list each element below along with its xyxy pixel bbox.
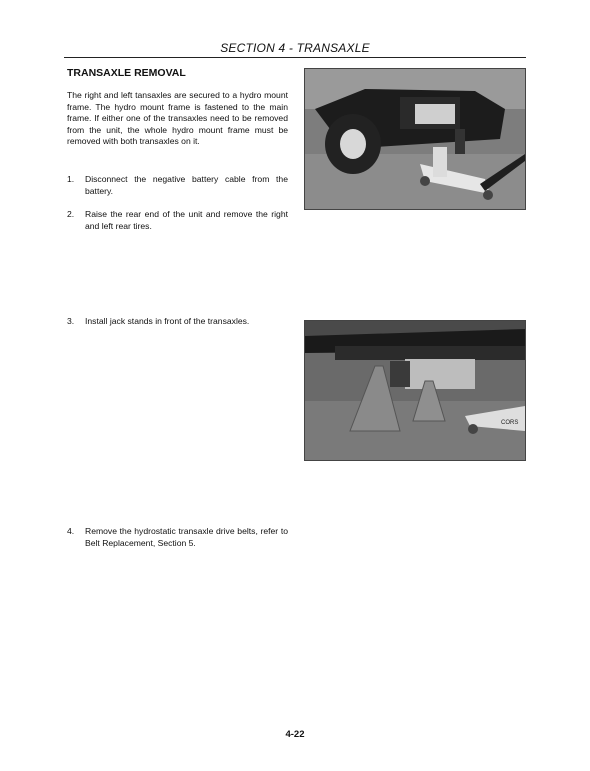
photo-mower-raised-on-jack xyxy=(304,68,526,210)
intro-paragraph: The right and left tansaxles are secured to a hydro mount frame. The hydro mount frame is fastened to the main frame. If either one of the transaxles need to be removed from the unit, the whole hydro mount frame must be removed with both transaxles on it. xyxy=(67,90,288,146)
step-1 xyxy=(67,174,288,197)
step-3 xyxy=(67,316,288,328)
step-2 xyxy=(67,209,288,232)
step-4 xyxy=(67,526,288,549)
photo-jack-stands-under-frame xyxy=(304,320,526,461)
section-header: SECTION 4 - TRANSAXLE xyxy=(220,41,370,55)
step-number: 3. xyxy=(67,316,75,326)
step-text: Install jack stands in front of the transaxles. xyxy=(85,316,250,326)
jack-label: CORS xyxy=(501,420,519,426)
page-number: 4-22 xyxy=(285,729,305,740)
header-rule xyxy=(64,57,526,58)
step-text: Raise the rear end of the unit and remove the right and left rear tires. xyxy=(85,209,288,231)
step-number: 1. xyxy=(67,174,75,184)
step-text: Disconnect the negative battery cable from the battery. xyxy=(85,174,288,196)
step-number: 2. xyxy=(67,209,75,219)
step-number: 4. xyxy=(67,526,75,536)
page-title: TRANSAXLE REMOVAL xyxy=(67,67,186,79)
step-text: Remove the hydrostatic transaxle drive belts, refer to Belt Replacement, Section 5. xyxy=(85,526,288,548)
